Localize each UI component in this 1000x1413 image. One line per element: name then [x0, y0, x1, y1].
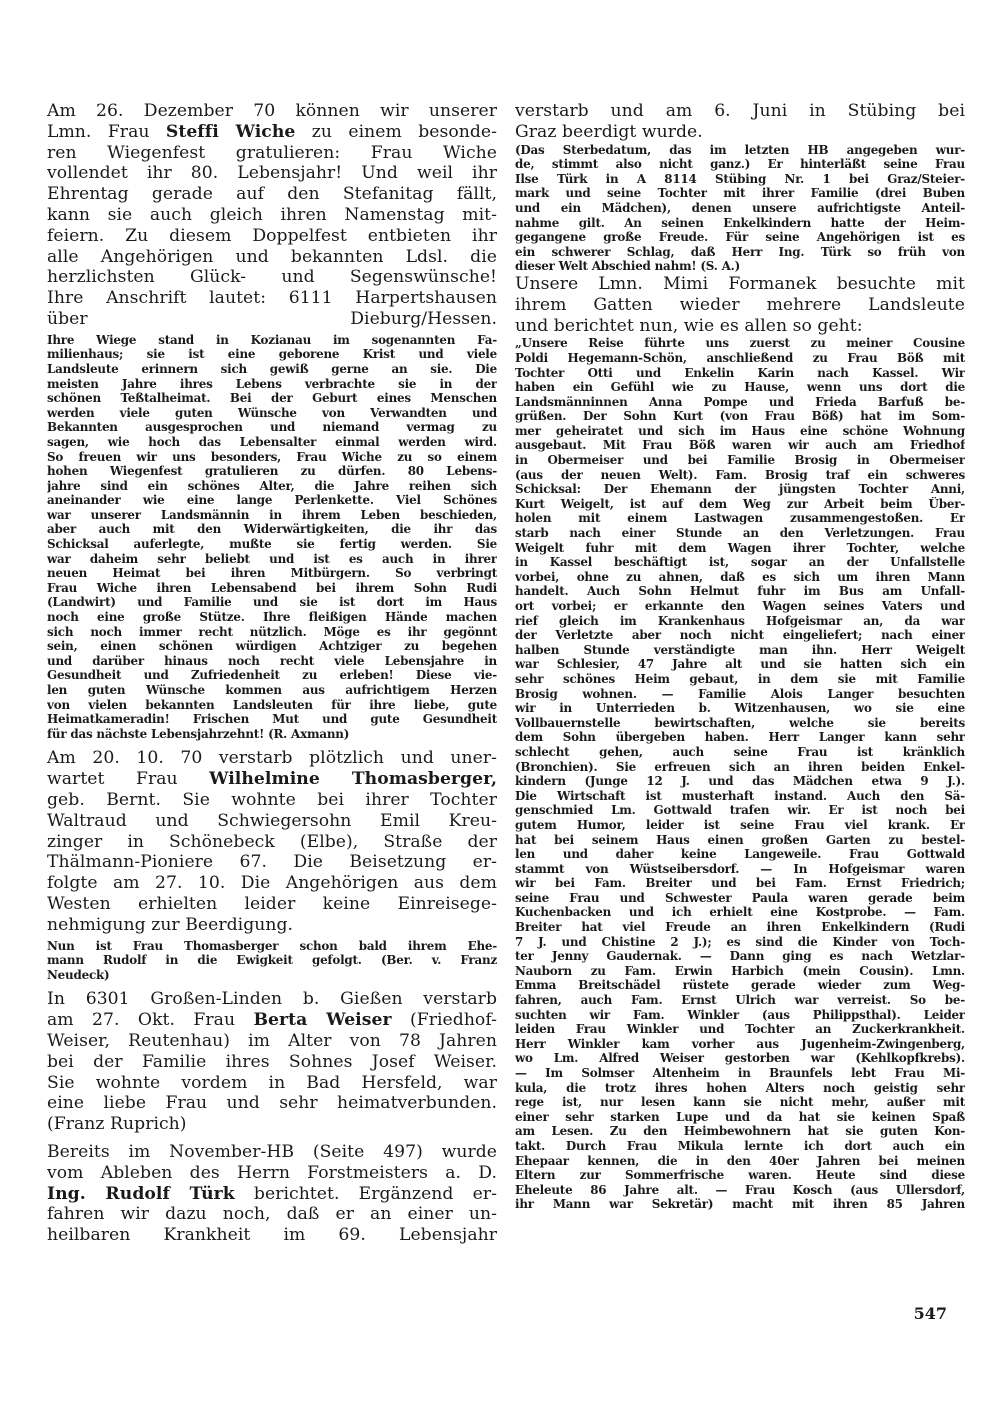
- text-line: noch eine große Stütze. Ihre fleißigen Hände machen: [47, 610, 497, 625]
- text-line: nahme gilt. An seinen Enkelkindern hatte der Heim-: [515, 215, 965, 230]
- text-line: gutem Humor, leider ist seine Frau viel krank. Er: [515, 817, 965, 832]
- person-name: Ing. Rudolf Türk: [47, 1183, 235, 1204]
- text-line: Ihre Anschrift lautet: 6111 Harpertshausen: [47, 288, 497, 309]
- text-line: bei der Familie ihres Sohnes Josef Weiser.: [47, 1051, 497, 1072]
- text-line: leiden Frau Winkler und Tochter an Zuckerkrankheit.: [515, 1022, 965, 1037]
- text-line: (Bronchien). Sie erfreuen sich an ihren beiden Enkel-: [515, 759, 965, 774]
- text-line: Eheleute 86 Jahre alt. — Frau Kosch (aus Ullersdorf,: [515, 1182, 965, 1197]
- page-number: 547: [913, 1304, 947, 1323]
- left-column: [47, 101, 497, 1246]
- text-line: und berichtet nun, wie es allen so geht:: [515, 315, 863, 336]
- text-line: werden viele guten Wünsche von Verwandten und: [47, 405, 497, 420]
- text-line: Kuchenbacken und ich erhielt eine Kostprobe. — Fam.: [515, 905, 965, 920]
- text-line: Brosig wohnen. — Familie Alois Langer besuchten: [515, 686, 965, 701]
- text-line: sich noch immer recht nützlich. Möge es ihr gegönnt: [47, 624, 497, 639]
- text-line: Ilse Türk in A 8114 Stübing Nr. 1 bei Graz/Steier-: [515, 171, 965, 186]
- text-line: Herr Winkler kam vorher aus Jugenheim-Zwingenberg,: [515, 1036, 965, 1051]
- text-line: 7 J. und Chistine 2 J.); es sind die Kinder von Toch-: [515, 934, 965, 949]
- text-line: ihrem Gatten wieder mehrere Landsleute: [515, 294, 965, 315]
- text-line: kann sie auch gleich ihren Namenstag mit-: [47, 204, 497, 225]
- text-line: schlecht gehen, auch seine Frau ist kränklich: [515, 744, 965, 759]
- article-tuerk-obituary: [47, 1142, 497, 1246]
- text-line: Lmn. Frau Steffi Wiche zu einem besonde-: [47, 121, 497, 142]
- text-line: fahren wir dazu noch, daß er an einer un-: [47, 1204, 497, 1225]
- text-line: am 27. Okt. Frau Berta Weiser (Friedhof-: [47, 1010, 497, 1031]
- text-line: Die Wirtschaft ist musterhaft instand. Auch den Sä-: [515, 788, 965, 803]
- text-line: (Das Sterbedatum, das im letzten HB angegeben wur-: [515, 142, 965, 157]
- text-line: Emma Breitschädel rüstete gerade wieder zum Weg-: [515, 978, 965, 993]
- text-line: ort vorbei; er erkannte den Wagen seines Vaters und: [515, 599, 965, 614]
- text-line: Am 26. Dezember 70 können wir unserer: [47, 101, 497, 121]
- text-line: rege ist, nur lesen kann sie nicht mehr, außer mit: [515, 1095, 965, 1110]
- article-tuerk-continued: [515, 101, 965, 143]
- text-line: mark und seine Tochter mit ihrer Familie (drei Buben: [515, 186, 965, 201]
- text-line: vollendet ihr 80. Lebensjahr! Und weil ihr: [47, 163, 497, 184]
- text-line: aber auch mit den Widerwärtigkeiten, die ihr das: [47, 522, 497, 537]
- text-line: war unserer Landsmännin in ihrem Leben beschieden,: [47, 507, 497, 522]
- text-line: genschmied Lm. Gottwald trafen wir. Er ist noch bei: [515, 803, 965, 818]
- text-line: zinger in Schönebeck (Elbe), Straße der: [47, 831, 497, 852]
- text-line: So freuen wir uns besonders, Frau Wiche zu so einem: [47, 449, 497, 464]
- text-line: takt. Durch Frau Mikula lernte ich dort auch ein: [515, 1138, 965, 1153]
- text-line: len und daher keine Langeweile. Frau Gottwald: [515, 847, 965, 862]
- text-line: in Obermeiser und bei Familie Brosig in Obermeiser: [515, 453, 965, 468]
- article-formanek-intro: [515, 274, 965, 336]
- text-line: der Verletzte aber noch nicht eingeliefert; nach einer: [515, 628, 965, 643]
- person-name: Steffi Wiche: [165, 121, 296, 142]
- text-line: am Lesen. Zu den Heimbewohnern hat sie guten Kon-: [515, 1124, 965, 1139]
- text-line: Poldi Hegemann-Schön, anschließend zu Frau Böß mit: [515, 350, 965, 365]
- text-line: Nun ist Frau Thomasberger schon bald ihrem Ehe-: [47, 938, 497, 953]
- text-line: Landsleute erinnern sich gewiß gerne an sie. Die: [47, 361, 497, 376]
- article-wiche-intro: [47, 101, 497, 330]
- text-line: Schicksal: Der Ehemann der jüngsten Tochter Anni,: [515, 482, 965, 497]
- text-line: hohen Wiegenfest gratulieren zu dürfen. 80 Lebens-: [47, 464, 497, 479]
- text-line: Bekannten ausgesprochen und niemand vermag zu: [47, 420, 497, 435]
- text-line: nehmigung zur Beerdigung.: [47, 914, 294, 935]
- article-formanek-report: [515, 336, 965, 1212]
- text-line: rief gleich im Krankenhaus Hofgeismar an, da war: [515, 613, 965, 628]
- article-weiser-obituary: [47, 989, 497, 1135]
- person-name: Wilhelmine Thomasberger,: [209, 769, 497, 790]
- text-line: Eltern zur Sommerfrische waren. Heute sind diese: [515, 1168, 965, 1183]
- text-line: vorbei, ohne zu ahnen, daß es sich um ihren Mann: [515, 569, 965, 584]
- text-line: Ing. Rudolf Türk berichtet. Ergänzend er-: [47, 1183, 497, 1204]
- text-line: Ihre Wiege stand in Kozianau im sogenannten Fa-: [47, 332, 497, 347]
- text-line: Kurt Weigelt, ist auf dem Weg zur Arbeit beim Über-: [515, 496, 965, 511]
- text-line: ihr Mann war Sekretär) macht mit ihren 85 Jahren: [515, 1197, 965, 1212]
- text-line: Graz beerdigt wurde.: [515, 121, 703, 142]
- text-line: kula, die trotz ihres hohen Alters noch geistig sehr: [515, 1080, 965, 1095]
- text-line: verstarb und am 6. Juni in Stübing bei: [515, 101, 965, 121]
- text-line: — Im Solmser Altenheim in Braunfels lebt Frau Mi-: [515, 1066, 965, 1081]
- text-line: gegangene große Freude. Für seine Angehörigen ist es: [515, 230, 965, 245]
- text-line: Frau Wiche ihren Lebensabend bei ihrem Sohn Rudi: [47, 580, 497, 595]
- text-line: Breiter hat viel Freude an ihren Enkelkindern (Rudi: [515, 920, 965, 935]
- text-line: Weiser, Reutenhau) im Alter von 78 Jahren: [47, 1030, 497, 1051]
- text-line: wartet Frau Wilhelmine Thomasberger,: [47, 769, 497, 790]
- text-line: ausgebaut. Mit Frau Böß waren wir auch am Friedhof: [515, 438, 965, 453]
- text-line: de, stimmt also nicht ganz.) Er hinterläßt seine Frau: [515, 157, 965, 172]
- text-line: (Franz Ruprich): [47, 1114, 187, 1135]
- text-line: fahren, auch Fam. Ernst Ulrich war verreist. So be-: [515, 993, 965, 1008]
- text-line: grüßen. Der Sohn Kurt (von Frau Böß) hat im Som-: [515, 409, 965, 424]
- text-line: neuen Heimat bei ihren Mitbürgern. So verbringt: [47, 566, 497, 581]
- text-line: len guten Wünsche kommen aus aufrichtigem Herzen: [47, 683, 497, 698]
- text-line: Unsere Lmn. Mimi Formanek besuchte mit: [515, 273, 965, 294]
- text-line: Neudeck): [47, 967, 110, 982]
- text-line: kindern (Junge 12 J. und das Mädchen etwa 9 J.).: [515, 774, 965, 789]
- text-line: ren Wiegenfest gratulieren: Frau Wiche: [47, 142, 497, 163]
- text-line: folgte am 27. 10. Die Angehörigen aus dem: [47, 873, 497, 894]
- article-thomasberger-obituary: [47, 748, 497, 935]
- text-line: suchten wir Fam. Winkler (aus Philippsthal). Leider: [515, 1007, 965, 1022]
- text-line: ter Jenny Gaudernak. — Dann ging es nach Wetzlar-: [515, 949, 965, 964]
- text-line: handelt. Auch Sohn Helmut fuhr im Bus am Unfall-: [515, 584, 965, 599]
- text-line: sehr schönes Heim gebaut, in dem sie mit Familie: [515, 671, 965, 686]
- text-line: mann Rudolf in die Ewigkeit gefolgt. (Ber. v. Franz: [47, 953, 497, 968]
- text-line: war daheim sehr beliebt und ist es auch in ihrer: [47, 551, 497, 566]
- text-line: herzlichsten Glück- und Segenswünsche!: [47, 267, 497, 288]
- text-line: halben Stunde verständigte man ihn. Herr Weigelt: [515, 642, 965, 657]
- text-line: über Dieburg/Hessen.: [47, 308, 497, 329]
- text-line: Nauborn zu Fam. Erwin Harbich (mein Cousin). Lmn.: [515, 963, 965, 978]
- text-line: stammt von Wüstseibersdorf. — In Hofgeismar waren: [515, 861, 965, 876]
- text-line: eine liebe Frau und sehr heimatverbunden.: [47, 1093, 497, 1114]
- text-line: Thälmann-Pioniere 67. Die Beisetzung er-: [47, 852, 497, 873]
- text-line: „Unsere Reise führte uns zuerst zu meiner Cousine: [515, 336, 965, 351]
- text-line: (Landwirt) und Familie und sie ist dort im Haus: [47, 595, 497, 610]
- text-line: (aus der neuen Welt). Fam. Brosig traf ein schweres: [515, 467, 965, 482]
- text-line: Landsmänninnen Anna Pompe und Frieda Barfuß be-: [515, 394, 965, 409]
- text-line: mer geheiratet und sich im Haus eine schöne Wohnung: [515, 423, 965, 438]
- text-line: wir in Unterrieden b. Witzenhausen, wo sie eine: [515, 701, 965, 716]
- text-line: dieser Welt Abschied nahm! (S. A.): [515, 259, 741, 274]
- text-line: Vollbauernstelle bewirtschaften, welche sie bereits: [515, 715, 965, 730]
- text-line: ein schwerer Schlag, daß Herr Ing. Türk so früh von: [515, 244, 965, 259]
- text-line: meisten Jahre ihres Lebens verbrachte sie in der: [47, 376, 497, 391]
- text-line: Sie wohnte vordem in Bad Hersfeld, war: [47, 1072, 497, 1093]
- text-line: seine Frau und Schwester Paula waren gerade beim: [515, 890, 965, 905]
- text-line: dem Sohn übergeben haben. Herr Langer kann sehr: [515, 730, 965, 745]
- text-line: Westen erhielten leider keine Einreisege-: [47, 893, 497, 914]
- text-line: schönen Teßtalheimat. Bei der Geburt eines Menschen: [47, 391, 497, 406]
- text-line: aneinander wie eine lange Perlenkette. Viel Schönes: [47, 493, 497, 508]
- text-line: Bereits im November-HB (Seite 497) wurde: [47, 1141, 497, 1162]
- person-name: Berta Weiser: [253, 1010, 392, 1031]
- text-line: Ehepaar kennen, die in den 40er Jahren bei meinen: [515, 1153, 965, 1168]
- text-line: Heimatkameradin! Frischen Mut und gute Gesundheit: [47, 712, 497, 727]
- text-line: alle Angehörigen und bekannten Ldsl. die: [47, 246, 497, 267]
- text-line: wir bei Fam. Breiter und bei Fam. Ernst Friedrich;: [515, 876, 965, 891]
- text-line: milienhaus; sie ist eine geborene Krist und viele: [47, 347, 497, 362]
- text-line: In 6301 Großen-Linden b. Gießen verstarb: [47, 989, 497, 1010]
- article-thomasberger-note: [47, 939, 497, 983]
- text-line: starb nach einer Stunde an den Verletzungen. Frau: [515, 526, 965, 541]
- article-tuerk-note: [515, 143, 965, 274]
- text-line: hat bei seinem Haus einen großen Garten zu bestel-: [515, 832, 965, 847]
- text-line: wo Lm. Alfred Weiser gestorben war (Kehlkopfkrebs).: [515, 1051, 965, 1066]
- text-line: und darüber hinaus noch recht viele Lebensjahre in: [47, 653, 497, 668]
- text-line: von vielen bekannten Landsleuten für ihre liebe, gute: [47, 697, 497, 712]
- text-line: einer sehr starken Lupe und da hat sie keinen Spaß: [515, 1109, 965, 1124]
- text-line: für das nächste Lebensjahrzehnt! (R. Axmann): [47, 726, 350, 741]
- article-wiche-body: [47, 333, 497, 742]
- text-line: Ehrentag gerade auf den Stefanitag fällt,: [47, 184, 497, 205]
- text-line: Schicksal auferlegte, mußte sie fertig werden. Sie: [47, 537, 497, 552]
- text-line: Tochter Otti und Enkelin Karin nach Kassel. Wir: [515, 365, 965, 380]
- text-line: geb. Bernt. Sie wohnte bei ihrer Tochter: [47, 789, 497, 810]
- text-line: heilbaren Krankheit im 69. Lebensjahr: [47, 1225, 497, 1246]
- text-line: feiern. Zu diesem Doppelfest entbieten ihr: [47, 225, 497, 246]
- text-line: haben ein Gefühl wie zu Hause, wenn uns dort die: [515, 380, 965, 395]
- text-line: vom Ableben des Herrn Forstmeisters a. D.: [47, 1162, 497, 1183]
- text-line: holen mit einem Lastwagen zusammengestoßen. Er: [515, 511, 965, 526]
- text-line: in Kassel beschäftigt ist, sogar an der Unfallstelle: [515, 555, 965, 570]
- text-line: Waltraud und Schwiegersohn Emil Kreu-: [47, 810, 497, 831]
- text-line: sagen, wie hoch das Lebensalter einmal werden wird.: [47, 434, 497, 449]
- text-line: Gesundheit und Zufriedenheit zu erleben! Diese vie-: [47, 668, 497, 683]
- text-line: sein, einen schönen würdigen Achtziger zu begehen: [47, 639, 497, 654]
- text-line: Weigelt fuhr mit dem Wagen ihrer Tochter, welche: [515, 540, 965, 555]
- text-line: Am 20. 10. 70 verstarb plötzlich und uner-: [47, 748, 497, 769]
- right-column: [515, 101, 965, 1212]
- text-line: und ein Mädchen), denen unsere aufrichtigste Anteil-: [515, 200, 965, 215]
- text-line: jahre sind ein schönes Alter, die Jahre reihen sich: [47, 478, 497, 493]
- text-line: war Schlesier, 47 Jahre alt und sie hatten sich ein: [515, 657, 965, 672]
